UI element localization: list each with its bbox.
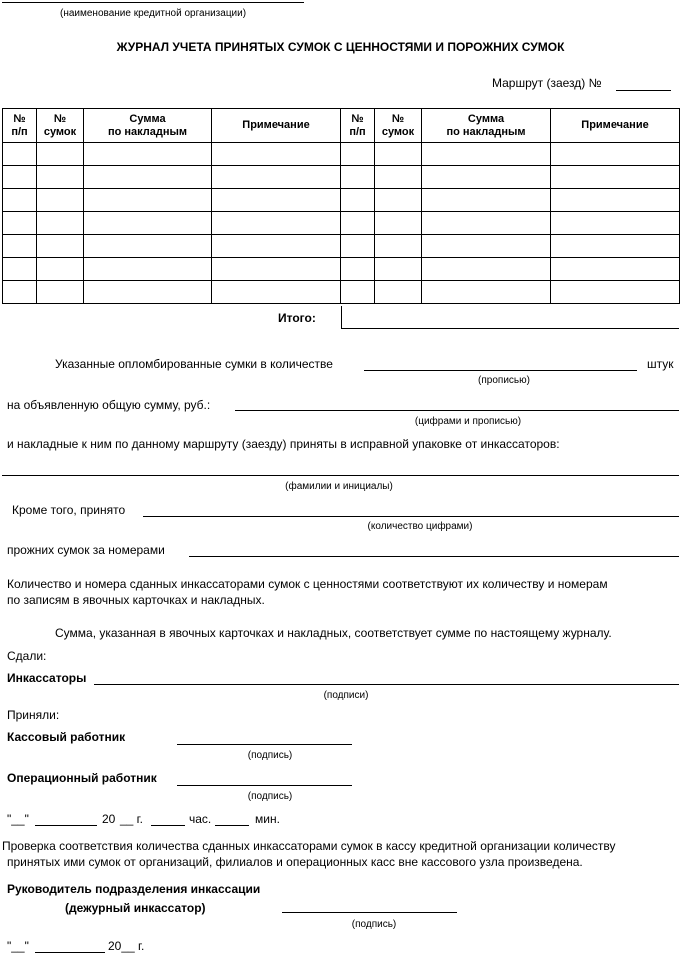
- column-header: Примечание: [551, 109, 680, 143]
- minutes-label: мин.: [255, 812, 280, 826]
- table-cell[interactable]: [3, 212, 37, 235]
- table-cell[interactable]: [37, 281, 84, 304]
- invoices-text: и накладные к ним по данному маршруту (заезду) приняты в исправной упаковке от инкассаторов:: [7, 437, 560, 451]
- column-header: Сумма по накладным: [84, 109, 212, 143]
- minutes-field[interactable]: [215, 811, 249, 826]
- handed-label: Сдали:: [7, 649, 47, 663]
- column-header: № п/п: [3, 109, 37, 143]
- table-header-row: [3, 109, 680, 143]
- sealed-bags-text: Указанные опломбированные сумки в количестве: [55, 357, 333, 371]
- date-month-field[interactable]: [35, 811, 97, 826]
- table-cell[interactable]: [341, 235, 375, 258]
- date-year: 20: [102, 812, 116, 826]
- also-accepted-label: Кроме того, принято: [12, 503, 126, 517]
- empty-bags-field[interactable]: [189, 542, 679, 557]
- table-row: [3, 166, 680, 189]
- cashier-signature-caption: (подпись): [247, 750, 293, 761]
- qty-digits-caption: (количество цифрами): [367, 521, 473, 532]
- table-row: [3, 235, 680, 258]
- table-cell[interactable]: [422, 258, 551, 281]
- table-cell[interactable]: [84, 143, 212, 166]
- table-cell[interactable]: [3, 258, 37, 281]
- total-label: Итого:: [278, 311, 316, 325]
- column-header: Примечание: [212, 109, 341, 143]
- declared-sum-label: на объявленную общую сумму, руб.:: [7, 398, 211, 412]
- table-cell[interactable]: [551, 166, 680, 189]
- column-header: № сумок: [375, 109, 422, 143]
- table-row: [3, 212, 680, 235]
- table-cell[interactable]: [422, 143, 551, 166]
- table-cell[interactable]: [212, 212, 341, 235]
- head-signature-field[interactable]: [282, 898, 457, 913]
- head-signature-caption: (подпись): [351, 919, 397, 930]
- collectors-signatures-field[interactable]: [94, 670, 679, 685]
- table-cell[interactable]: [37, 212, 84, 235]
- table-cell[interactable]: [84, 281, 212, 304]
- table-cell[interactable]: [551, 143, 680, 166]
- table-cell[interactable]: [3, 166, 37, 189]
- empty-bags-label: прожних сумок за номерами: [7, 543, 165, 557]
- bottom-date-year: 20__ г.: [108, 939, 145, 953]
- table-cell[interactable]: [551, 235, 680, 258]
- table-cell[interactable]: [422, 212, 551, 235]
- table-row: [3, 258, 680, 281]
- table-cell[interactable]: [3, 189, 37, 212]
- table-cell[interactable]: [375, 143, 422, 166]
- table-row: [3, 189, 680, 212]
- table-cell[interactable]: [551, 189, 680, 212]
- table-cell[interactable]: [212, 258, 341, 281]
- table-cell[interactable]: [375, 235, 422, 258]
- para2: Сумма, указанная в явочных карточках и накладных, соответствует сумме по настоящему журналу.: [55, 626, 612, 640]
- table-row: [3, 143, 680, 166]
- table-cell[interactable]: [375, 189, 422, 212]
- table-cell[interactable]: [212, 235, 341, 258]
- hours-field[interactable]: [151, 811, 185, 826]
- pcs-label: штук: [647, 357, 674, 371]
- route-number-field[interactable]: [616, 76, 671, 91]
- bag-count-field[interactable]: [364, 356, 637, 371]
- table-cell[interactable]: [341, 189, 375, 212]
- table-row: [3, 281, 680, 304]
- table-cell[interactable]: [212, 281, 341, 304]
- table-cell[interactable]: [422, 166, 551, 189]
- total-cell[interactable]: [341, 306, 679, 329]
- table-cell[interactable]: [3, 281, 37, 304]
- operator-signature-field[interactable]: [177, 771, 352, 786]
- column-header: № п/п: [341, 109, 375, 143]
- table-cell[interactable]: [37, 143, 84, 166]
- table-cell[interactable]: [212, 143, 341, 166]
- table-cell[interactable]: [84, 166, 212, 189]
- table-cell[interactable]: [341, 281, 375, 304]
- table-cell[interactable]: [341, 258, 375, 281]
- table-cell[interactable]: [551, 258, 680, 281]
- cashier-signature-field[interactable]: [177, 730, 352, 745]
- table-cell[interactable]: [551, 281, 680, 304]
- para1-line2: по записям в явочных карточках и накладных.: [7, 593, 265, 607]
- digits-words-caption: (цифрами и прописью): [414, 416, 522, 427]
- table-cell[interactable]: [341, 143, 375, 166]
- table-cell[interactable]: [84, 212, 212, 235]
- declared-sum-field[interactable]: [235, 396, 679, 411]
- hours-label: час.: [189, 812, 212, 826]
- table-cell[interactable]: [551, 212, 680, 235]
- para1-line1: Количество и номера сданных инкассаторами сумок с ценностями соответствуют их количеству и номерам: [7, 577, 608, 591]
- head-title-line2: (дежурный инкассатор): [65, 901, 206, 915]
- table-cell[interactable]: [422, 189, 551, 212]
- table-cell[interactable]: [375, 166, 422, 189]
- head-title-line1: Руководитель подразделения инкассации: [7, 882, 261, 896]
- signatures-caption: (подписи): [323, 690, 369, 701]
- bottom-date-day: "__": [7, 939, 29, 953]
- date-year-suffix: __ г.: [120, 812, 143, 826]
- in-words-caption: (прописью): [478, 375, 530, 386]
- check-line1: Проверка соответствия количества сданных инкассаторами сумок в кассу кредитной организации количеству: [2, 839, 616, 853]
- table-cell[interactable]: [375, 281, 422, 304]
- check-line2: принятых ими сумок от организаций, филиалов и операционных касс вне кассового узла произведена.: [7, 855, 583, 869]
- cashier-label: Кассовый работник: [7, 730, 126, 744]
- collectors-label: Инкассаторы: [7, 671, 87, 685]
- table-cell[interactable]: [84, 258, 212, 281]
- table-cell[interactable]: [3, 235, 37, 258]
- column-header: № сумок: [37, 109, 84, 143]
- also-accepted-field[interactable]: [143, 502, 679, 517]
- date-day: "__": [7, 812, 29, 826]
- org-name-caption: (наименование кредитной организации): [60, 8, 247, 19]
- bottom-date-month-field[interactable]: [35, 938, 105, 953]
- table-cell[interactable]: [341, 212, 375, 235]
- table-cell[interactable]: [375, 258, 422, 281]
- table-cell[interactable]: [375, 212, 422, 235]
- table-cell[interactable]: [212, 189, 341, 212]
- operator-label: Операционный работник: [7, 771, 157, 785]
- journal-table: [2, 108, 680, 304]
- route-label: Маршрут (заезд) №: [492, 76, 602, 90]
- org-name-line: [2, 2, 304, 3]
- table-cell[interactable]: [37, 189, 84, 212]
- received-label: Приняли:: [7, 708, 60, 722]
- table-cell[interactable]: [84, 235, 212, 258]
- table-cell[interactable]: [37, 166, 84, 189]
- table-cell[interactable]: [212, 166, 341, 189]
- table-cell[interactable]: [341, 166, 375, 189]
- table-cell[interactable]: [84, 189, 212, 212]
- table-cell[interactable]: [37, 235, 84, 258]
- collectors-names-line[interactable]: [2, 475, 679, 476]
- table-cell[interactable]: [422, 235, 551, 258]
- table-cell[interactable]: [37, 258, 84, 281]
- column-header: Сумма по накладным: [422, 109, 551, 143]
- names-caption: (фамилии и инициалы): [285, 481, 393, 492]
- table-cell[interactable]: [422, 281, 551, 304]
- table-cell[interactable]: [3, 143, 37, 166]
- page-title: ЖУРНАЛ УЧЕТА ПРИНЯТЫХ СУМОК С ЦЕННОСТЯМИ И ПОРОЖНИХ СУМОК: [116, 40, 565, 54]
- operator-signature-caption: (подпись): [247, 791, 293, 802]
